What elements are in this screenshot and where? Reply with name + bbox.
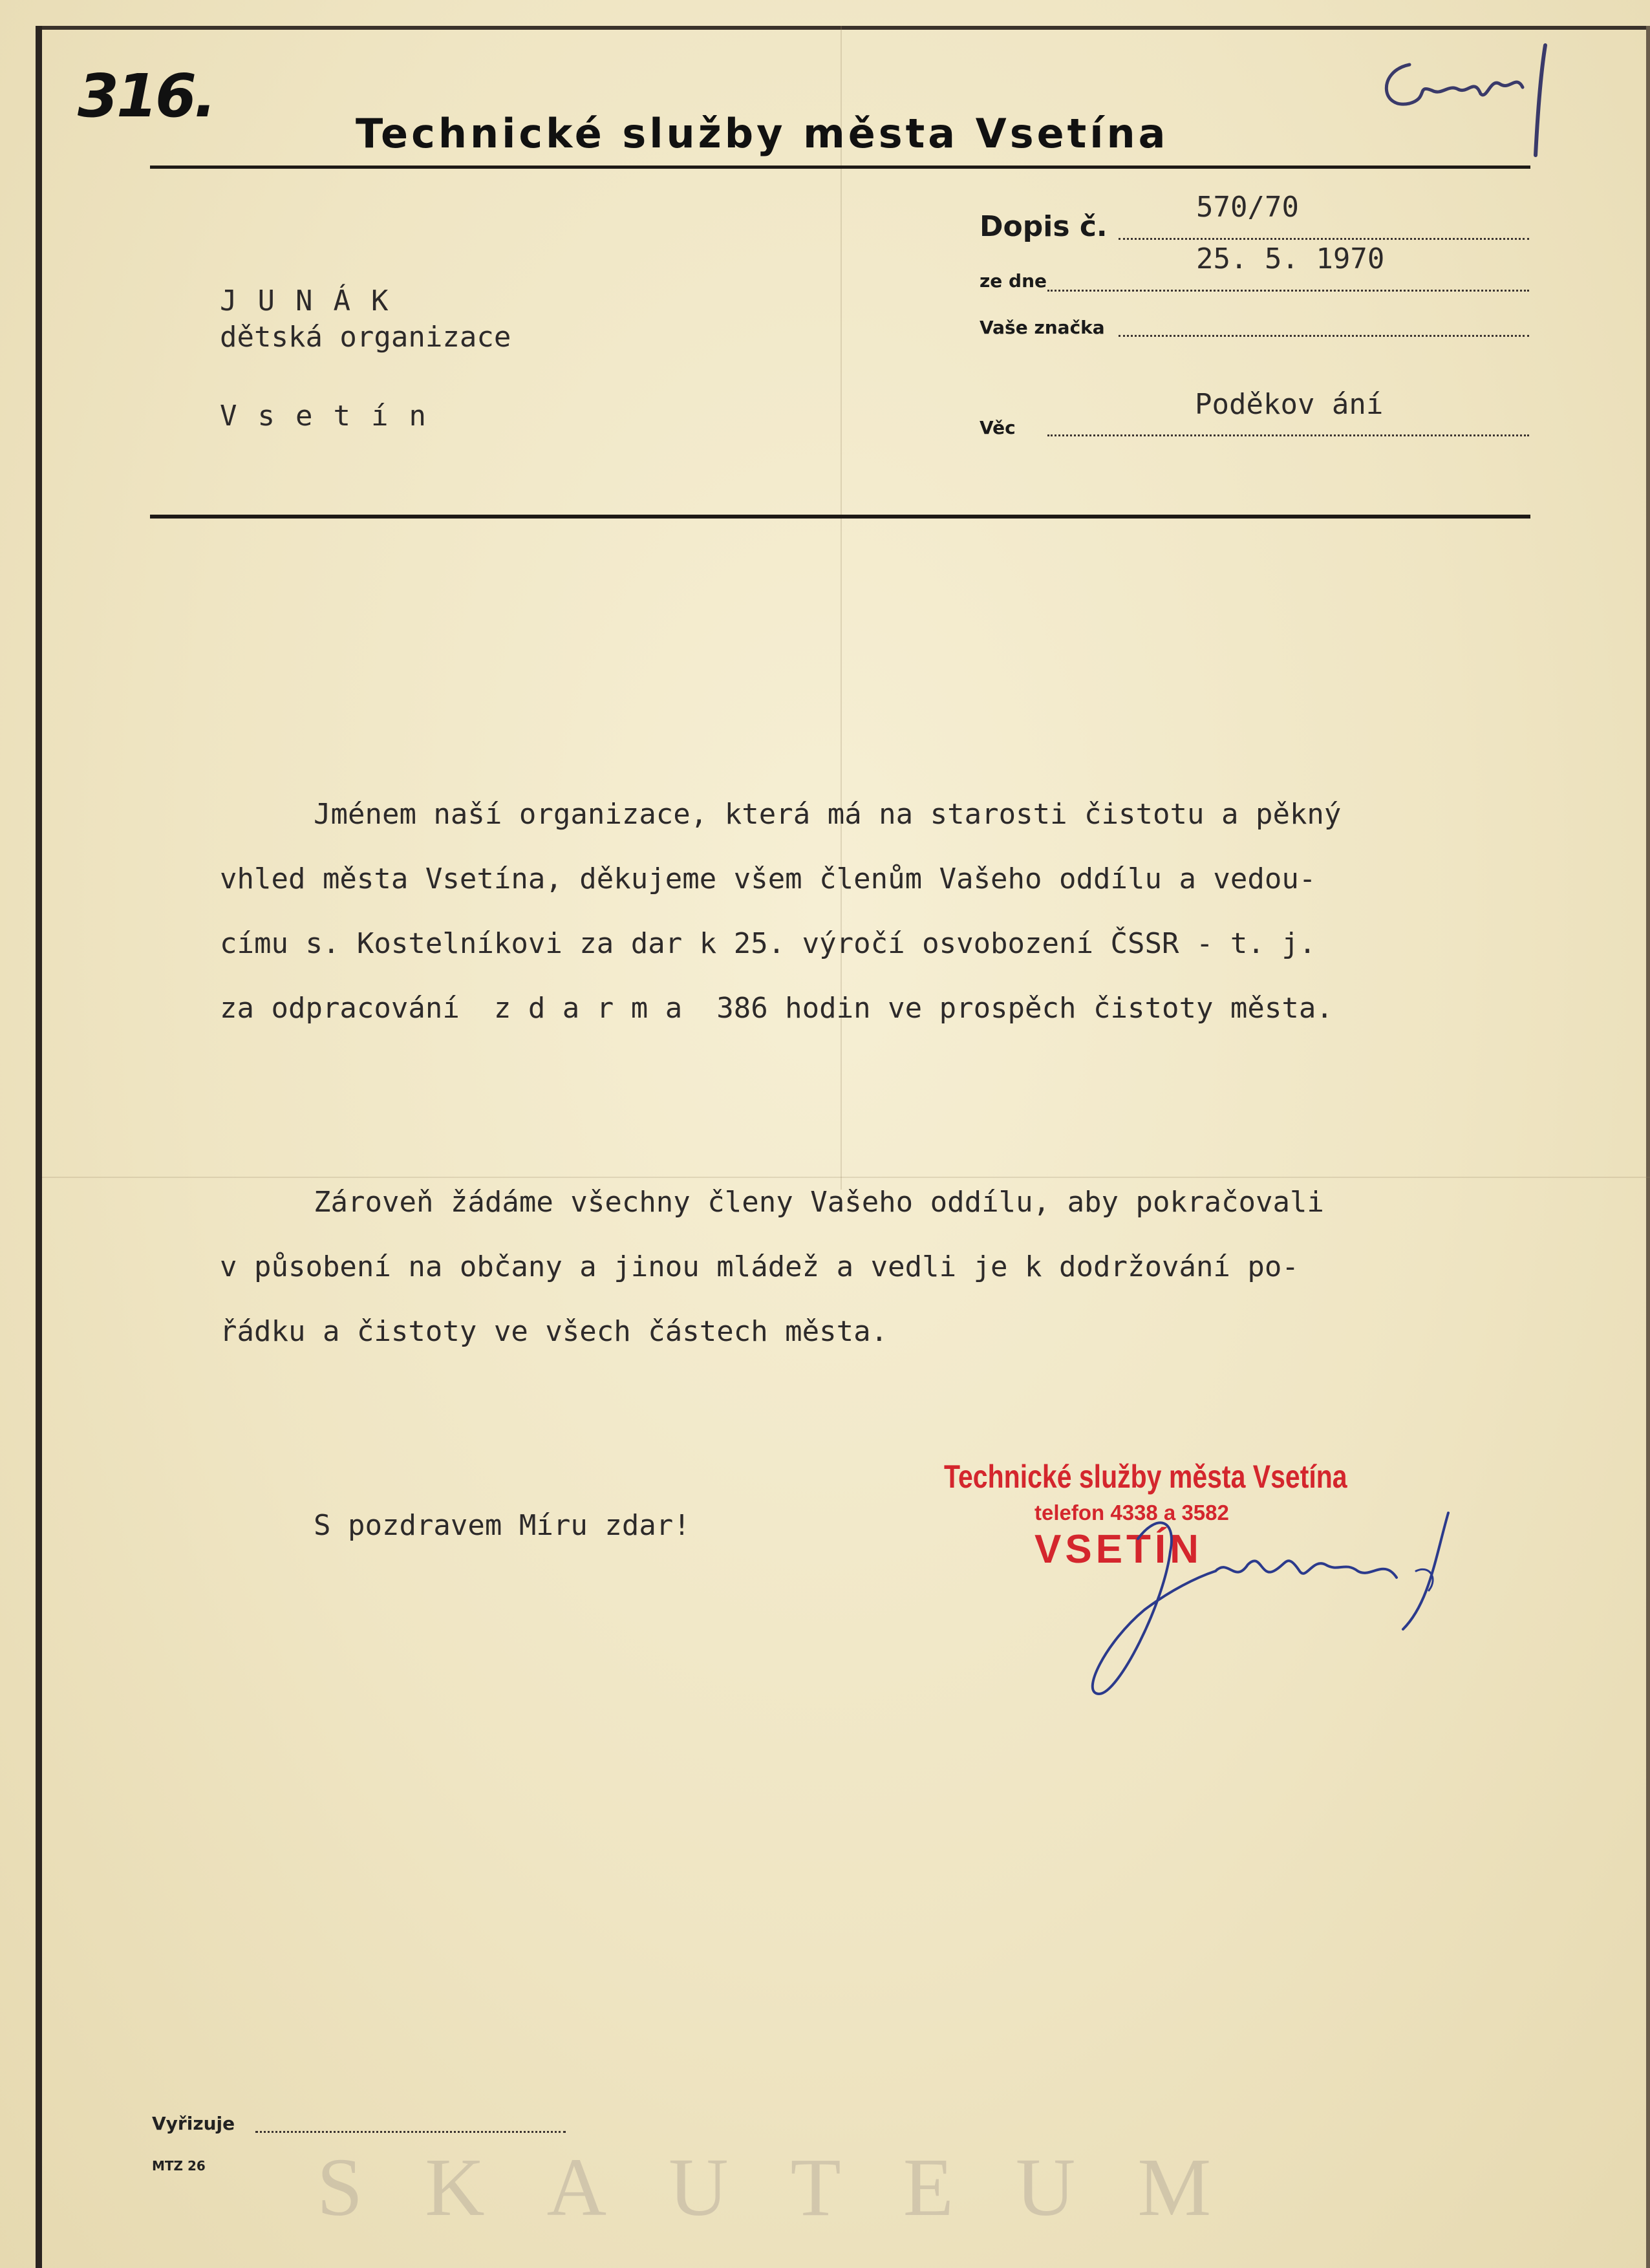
vase-znacka-dotted-line [1119, 335, 1529, 337]
dopis-dotted-line [1119, 238, 1529, 240]
stamp-phone: telefon 4338 a 3582 [1034, 1501, 1229, 1524]
ze-dne-dotted-line [1047, 290, 1529, 292]
stamp-city: VSETÍN [1034, 1527, 1203, 1572]
vec-dotted-line [1047, 434, 1529, 436]
handwritten-signature [1067, 1500, 1468, 1720]
vec-label: Věc [980, 417, 1016, 438]
paper-edge-left [36, 26, 42, 2268]
letterhead-title: Technické služby města Vsetína [356, 110, 1169, 157]
recipient-name: JUNÁK [220, 284, 409, 317]
vyrizuje-label: Vyřizuje [152, 2113, 235, 2134]
body-closing: S pozdravem Míru zdar! [314, 1509, 691, 1542]
dopis-label: Dopis č. [980, 210, 1108, 243]
handwritten-initials [1371, 39, 1565, 162]
ze-dne-value: 25. 5. 1970 [1196, 242, 1385, 275]
vyrizuje-dotted-line [255, 2131, 566, 2133]
recipient-organization: dětská organizace [220, 321, 511, 354]
ze-dne-label: ze dne [980, 270, 1047, 292]
vec-value: Poděkov ání [1195, 388, 1384, 421]
dopis-value: 570/70 [1196, 191, 1299, 224]
body-paragraph-1: Jménem naší organizace, která má na starosti čistotu a pěkný vhled města Vsetína, děkujeme všem členům Vašeho oddílu a vedou- címu s. Kostelníkovi za dar k 25. výročí osvobození ČSSR - t. j. za odpracování z d a r m a 386 hodin ve prospěch čistoty města. [220, 798, 1342, 1025]
form-code: MTZ 26 [152, 2158, 206, 2174]
header-rule [150, 166, 1530, 169]
paper-edge-top [36, 26, 1650, 30]
handwritten-file-number: 316. [78, 61, 214, 131]
body-paragraph-2: Zároveň žádáme všechny členy Vašeho oddílu, aby pokračovali v působení na občany a jinou mládež a vedli je k dodržování po- řádku a čistoty ve všech částech města. [220, 1186, 1324, 1348]
vase-znacka-label: Vaše značka [980, 317, 1105, 338]
stamp-company-name: Technické služby města Vsetína [944, 1459, 1347, 1495]
recipient-city: Vsetín [220, 400, 447, 433]
paper-edge-right [1646, 26, 1650, 2268]
archive-watermark: SKAUTEUM [317, 2141, 1274, 2233]
address-rule [150, 515, 1530, 519]
